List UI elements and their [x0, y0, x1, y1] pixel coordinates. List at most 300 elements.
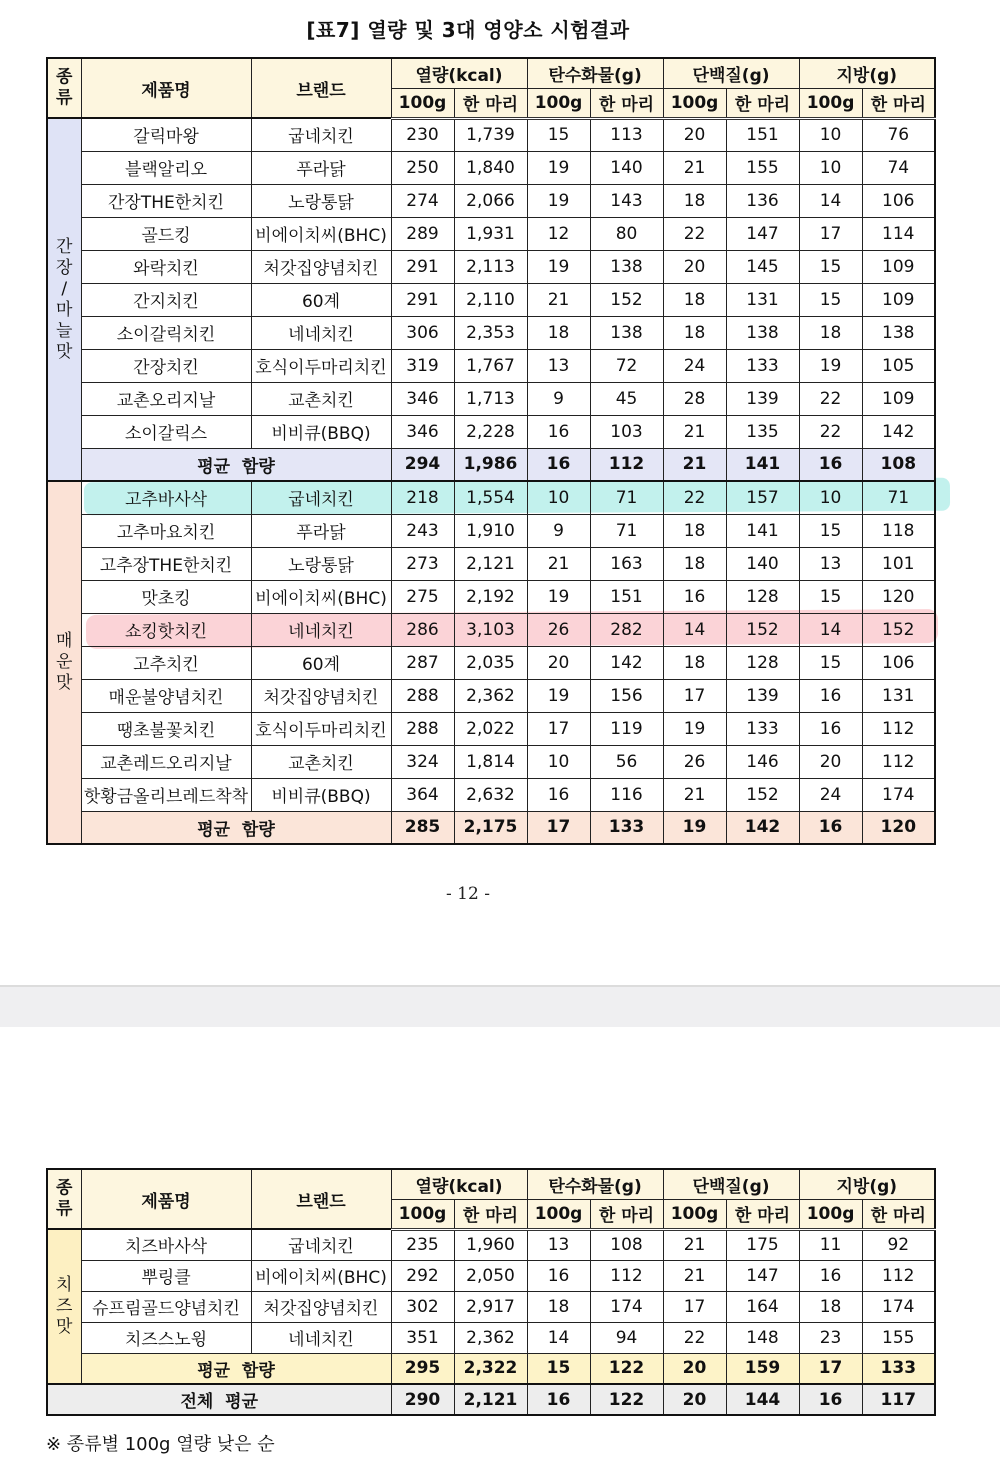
product-name: 소이갈릭치킨	[81, 316, 251, 349]
brand-name: 처갓집양념치킨	[251, 679, 391, 712]
sub-header-100g: 100g	[799, 1199, 862, 1229]
carbs-100g: 21	[527, 547, 590, 580]
average-row	[47, 811, 935, 844]
fat-100g: 14	[799, 184, 862, 217]
carbs-100g: 14	[527, 1322, 590, 1353]
category-label-soy-garlic: 간 장 / 마 늘 맛	[47, 118, 81, 481]
product-name: 골드킹	[81, 217, 251, 250]
average-carbs-whole: 133	[590, 811, 663, 844]
carbs-whole: 143	[590, 184, 663, 217]
header-brand: 브랜드	[251, 58, 391, 118]
header-protein: 단백질(g)	[663, 58, 799, 88]
kcal-100g: 306	[391, 316, 454, 349]
kcal-100g: 324	[391, 745, 454, 778]
product-name: 치즈바사삭	[81, 1229, 251, 1260]
brand-name: 굽네치킨	[251, 1229, 391, 1260]
protein-100g: 16	[663, 580, 726, 613]
fat-whole: 92	[862, 1229, 935, 1260]
category-label-cheese: 치 즈 맛	[47, 1229, 81, 1384]
fat-whole: 109	[862, 382, 935, 415]
protein-100g: 26	[663, 745, 726, 778]
brand-name: 네네치킨	[251, 613, 391, 646]
protein-whole: 128	[726, 646, 799, 679]
kcal-100g: 250	[391, 151, 454, 184]
protein-100g: 18	[663, 184, 726, 217]
average-protein-whole: 141	[726, 448, 799, 481]
table-row	[47, 1291, 935, 1322]
protein-whole: 139	[726, 382, 799, 415]
protein-100g: 21	[663, 1260, 726, 1291]
protein-whole: 141	[726, 514, 799, 547]
average-row	[47, 1353, 935, 1384]
overall-protein-whole: 144	[726, 1384, 799, 1415]
brand-name: 비비큐(BBQ)	[251, 415, 391, 448]
brand-name: 굽네치킨	[251, 481, 391, 514]
average-carbs-whole: 122	[590, 1353, 663, 1384]
brand-name: 교촌치킨	[251, 382, 391, 415]
kcal-100g: 288	[391, 679, 454, 712]
carbs-whole: 152	[590, 283, 663, 316]
header-calories: 열량(kcal)	[391, 58, 527, 88]
fat-whole: 74	[862, 151, 935, 184]
protein-whole: 128	[726, 580, 799, 613]
brand-name: 비에이치씨(BHC)	[251, 1260, 391, 1291]
kcal-100g: 289	[391, 217, 454, 250]
table-row	[47, 382, 935, 415]
brand-name: 노랑통닭	[251, 184, 391, 217]
carbs-whole: 116	[590, 778, 663, 811]
product-name: 고추마요치킨	[81, 514, 251, 547]
footnote: ※ 종류별 100g 열량 낮은 순	[46, 1434, 275, 1455]
kcal-100g: 286	[391, 613, 454, 646]
carbs-whole: 94	[590, 1322, 663, 1353]
header-fat: 지방(g)	[799, 1169, 935, 1199]
average-kcal-whole: 2,175	[454, 811, 527, 844]
protein-100g: 22	[663, 481, 726, 514]
product-name: 블랙알리오	[81, 151, 251, 184]
protein-100g: 17	[663, 1291, 726, 1322]
product-name: 교촌오리지날	[81, 382, 251, 415]
carbs-100g: 19	[527, 250, 590, 283]
sub-header-whole: 한 마리	[590, 1199, 663, 1229]
average-kcal-whole: 1,986	[454, 448, 527, 481]
fat-whole: 106	[862, 184, 935, 217]
overall-kcal-100g: 290	[391, 1384, 454, 1415]
fat-100g: 15	[799, 514, 862, 547]
protein-100g: 20	[663, 250, 726, 283]
fat-whole: 152	[862, 613, 935, 646]
carbs-100g: 12	[527, 217, 590, 250]
average-carbs-100g: 15	[527, 1353, 590, 1384]
protein-100g: 18	[663, 547, 726, 580]
kcal-100g: 287	[391, 646, 454, 679]
protein-100g: 21	[663, 778, 726, 811]
fat-100g: 19	[799, 349, 862, 382]
product-name: 갈릭마왕	[81, 118, 251, 151]
product-name: 치즈스노윙	[81, 1322, 251, 1353]
overall-carbs-100g: 16	[527, 1384, 590, 1415]
average-label: 평균 함량	[81, 1353, 391, 1384]
nutrition-table-page-13	[46, 1168, 936, 1416]
protein-whole: 131	[726, 283, 799, 316]
protein-100g: 19	[663, 712, 726, 745]
page-number: - 12 -	[446, 884, 490, 904]
carbs-whole: 113	[590, 118, 663, 151]
header-carbs: 탄수화물(g)	[527, 58, 663, 88]
fat-whole: 138	[862, 316, 935, 349]
carbs-whole: 163	[590, 547, 663, 580]
table-row	[47, 646, 935, 679]
header-carbs: 탄수화물(g)	[527, 1169, 663, 1199]
carbs-100g: 19	[527, 580, 590, 613]
fat-whole: 114	[862, 217, 935, 250]
protein-100g: 18	[663, 283, 726, 316]
protein-whole: 145	[726, 250, 799, 283]
brand-name: 호식이두마리치킨	[251, 712, 391, 745]
carbs-whole: 103	[590, 415, 663, 448]
sub-header-whole: 한 마리	[726, 1199, 799, 1229]
sub-header-whole: 한 마리	[726, 88, 799, 118]
average-kcal-100g: 294	[391, 448, 454, 481]
average-fat-100g: 17	[799, 1353, 862, 1384]
kcal-whole: 2,121	[454, 547, 527, 580]
product-name: 간지치킨	[81, 283, 251, 316]
product-name: 소이갈릭스	[81, 415, 251, 448]
fat-whole: 76	[862, 118, 935, 151]
protein-100g: 21	[663, 151, 726, 184]
overall-average-row	[47, 1384, 935, 1415]
nutrition-table-page-12	[46, 57, 936, 845]
fat-whole: 112	[862, 712, 935, 745]
overall-average-label: 전체 평균	[47, 1384, 391, 1415]
carbs-100g: 16	[527, 1260, 590, 1291]
average-protein-100g: 20	[663, 1353, 726, 1384]
fat-100g: 15	[799, 580, 862, 613]
protein-whole: 146	[726, 745, 799, 778]
kcal-whole: 2,192	[454, 580, 527, 613]
protein-100g: 22	[663, 1322, 726, 1353]
fat-100g: 15	[799, 646, 862, 679]
sub-header-whole: 한 마리	[590, 88, 663, 118]
carbs-whole: 138	[590, 316, 663, 349]
kcal-whole: 2,050	[454, 1260, 527, 1291]
protein-whole: 135	[726, 415, 799, 448]
kcal-100g: 292	[391, 1260, 454, 1291]
kcal-100g: 274	[391, 184, 454, 217]
fat-100g: 14	[799, 613, 862, 646]
product-name: 고추장THE한치킨	[81, 547, 251, 580]
carbs-100g: 16	[527, 778, 590, 811]
carbs-100g: 18	[527, 316, 590, 349]
table-row	[47, 679, 935, 712]
overall-fat-whole: 117	[862, 1384, 935, 1415]
overall-carbs-whole: 122	[590, 1384, 663, 1415]
brand-name: 비에이치씨(BHC)	[251, 217, 391, 250]
kcal-whole: 1,767	[454, 349, 527, 382]
protein-whole: 140	[726, 547, 799, 580]
table-title: [표7] 열량 및 3대 영양소 시험결과	[306, 18, 630, 42]
product-name: 땡초불꽃치킨	[81, 712, 251, 745]
fat-whole: 105	[862, 349, 935, 382]
protein-whole: 133	[726, 349, 799, 382]
kcal-100g: 273	[391, 547, 454, 580]
brand-name: 호식이두마리치킨	[251, 349, 391, 382]
protein-100g: 28	[663, 382, 726, 415]
carbs-100g: 13	[527, 349, 590, 382]
fat-whole: 142	[862, 415, 935, 448]
product-name: 교촌레드오리지날	[81, 745, 251, 778]
kcal-100g: 288	[391, 712, 454, 745]
brand-name: 비비큐(BBQ)	[251, 778, 391, 811]
kcal-whole: 2,917	[454, 1291, 527, 1322]
product-name: 고추치킨	[81, 646, 251, 679]
fat-100g: 16	[799, 712, 862, 745]
kcal-whole: 3,103	[454, 613, 527, 646]
kcal-100g: 230	[391, 118, 454, 151]
average-fat-whole: 133	[862, 1353, 935, 1384]
kcal-whole: 2,228	[454, 415, 527, 448]
header-product: 제품명	[81, 58, 251, 118]
fat-100g: 13	[799, 547, 862, 580]
product-name: 뿌링클	[81, 1260, 251, 1291]
table-row	[47, 349, 935, 382]
average-kcal-100g: 295	[391, 1353, 454, 1384]
kcal-whole: 2,362	[454, 1322, 527, 1353]
average-protein-100g: 21	[663, 448, 726, 481]
kcal-100g: 319	[391, 349, 454, 382]
protein-whole: 155	[726, 151, 799, 184]
carbs-100g: 13	[527, 1229, 590, 1260]
fat-whole: 71	[862, 481, 935, 514]
kcal-100g: 346	[391, 415, 454, 448]
average-fat-whole: 120	[862, 811, 935, 844]
table-row	[47, 712, 935, 745]
table-row	[47, 184, 935, 217]
fat-100g: 10	[799, 118, 862, 151]
carbs-100g: 19	[527, 679, 590, 712]
fat-whole: 118	[862, 514, 935, 547]
fat-whole: 120	[862, 580, 935, 613]
brand-name: 60계	[251, 283, 391, 316]
fat-100g: 17	[799, 217, 862, 250]
kcal-whole: 1,931	[454, 217, 527, 250]
fat-100g: 22	[799, 415, 862, 448]
table-row	[47, 613, 935, 646]
average-protein-whole: 159	[726, 1353, 799, 1384]
carbs-whole: 282	[590, 613, 663, 646]
fat-whole: 106	[862, 646, 935, 679]
average-kcal-whole: 2,322	[454, 1353, 527, 1384]
protein-100g: 17	[663, 679, 726, 712]
header-category: 종 류	[47, 58, 81, 118]
protein-whole: 133	[726, 712, 799, 745]
carbs-100g: 21	[527, 283, 590, 316]
average-carbs-whole: 112	[590, 448, 663, 481]
kcal-100g: 302	[391, 1291, 454, 1322]
brand-name: 60계	[251, 646, 391, 679]
kcal-100g: 291	[391, 250, 454, 283]
brand-name: 푸라닭	[251, 151, 391, 184]
table-row	[47, 250, 935, 283]
kcal-whole: 1,713	[454, 382, 527, 415]
sub-header-100g: 100g	[799, 88, 862, 118]
average-fat-100g: 16	[799, 811, 862, 844]
carbs-whole: 140	[590, 151, 663, 184]
product-name: 맛초킹	[81, 580, 251, 613]
kcal-whole: 1,910	[454, 514, 527, 547]
carbs-whole: 112	[590, 1260, 663, 1291]
protein-whole: 175	[726, 1229, 799, 1260]
carbs-whole: 151	[590, 580, 663, 613]
fat-100g: 10	[799, 151, 862, 184]
table-row	[47, 415, 935, 448]
brand-name: 교촌치킨	[251, 745, 391, 778]
protein-100g: 21	[663, 415, 726, 448]
table-row	[47, 283, 935, 316]
kcal-whole: 2,066	[454, 184, 527, 217]
brand-name: 푸라닭	[251, 514, 391, 547]
protein-whole: 136	[726, 184, 799, 217]
table-row	[47, 316, 935, 349]
average-fat-whole: 108	[862, 448, 935, 481]
overall-protein-100g: 20	[663, 1384, 726, 1415]
kcal-100g: 346	[391, 382, 454, 415]
sub-header-100g: 100g	[391, 88, 454, 118]
average-kcal-100g: 285	[391, 811, 454, 844]
kcal-whole: 2,110	[454, 283, 527, 316]
kcal-whole: 2,035	[454, 646, 527, 679]
product-name: 간장치킨	[81, 349, 251, 382]
table-row	[47, 151, 935, 184]
kcal-whole: 2,353	[454, 316, 527, 349]
carbs-whole: 156	[590, 679, 663, 712]
fat-whole: 131	[862, 679, 935, 712]
table-row	[47, 778, 935, 811]
carbs-whole: 80	[590, 217, 663, 250]
protein-whole: 148	[726, 1322, 799, 1353]
carbs-whole: 142	[590, 646, 663, 679]
table-row	[47, 580, 935, 613]
fat-100g: 10	[799, 481, 862, 514]
table-row	[47, 547, 935, 580]
product-name: 핫황금올리브레드착착	[81, 778, 251, 811]
fat-100g: 16	[799, 1260, 862, 1291]
average-fat-100g: 16	[799, 448, 862, 481]
protein-100g: 18	[663, 646, 726, 679]
average-row	[47, 448, 935, 481]
average-label: 평균 함량	[81, 811, 391, 844]
header-protein: 단백질(g)	[663, 1169, 799, 1199]
category-label-spicy: 매 운 맛	[47, 481, 81, 844]
fat-whole: 109	[862, 250, 935, 283]
carbs-whole: 45	[590, 382, 663, 415]
brand-name: 처갓집양념치킨	[251, 1291, 391, 1322]
carbs-100g: 15	[527, 118, 590, 151]
brand-name: 비에이치씨(BHC)	[251, 580, 391, 613]
table-row	[47, 745, 935, 778]
fat-100g: 11	[799, 1229, 862, 1260]
protein-whole: 157	[726, 481, 799, 514]
average-protein-whole: 142	[726, 811, 799, 844]
kcal-100g: 243	[391, 514, 454, 547]
carbs-100g: 9	[527, 382, 590, 415]
kcal-100g: 351	[391, 1322, 454, 1353]
sub-header-whole: 한 마리	[454, 1199, 527, 1229]
fat-100g: 18	[799, 1291, 862, 1322]
kcal-whole: 1,814	[454, 745, 527, 778]
protein-whole: 147	[726, 217, 799, 250]
kcal-whole: 1,960	[454, 1229, 527, 1260]
protein-100g: 18	[663, 514, 726, 547]
average-carbs-100g: 16	[527, 448, 590, 481]
protein-whole: 152	[726, 613, 799, 646]
carbs-100g: 26	[527, 613, 590, 646]
protein-whole: 139	[726, 679, 799, 712]
sub-header-100g: 100g	[663, 1199, 726, 1229]
carbs-100g: 20	[527, 646, 590, 679]
sub-header-whole: 한 마리	[862, 88, 935, 118]
brand-name: 노랑통닭	[251, 547, 391, 580]
carbs-whole: 119	[590, 712, 663, 745]
product-name: 와락치킨	[81, 250, 251, 283]
table-row	[47, 481, 935, 514]
kcal-100g: 291	[391, 283, 454, 316]
brand-name: 처갓집양념치킨	[251, 250, 391, 283]
kcal-whole: 1,554	[454, 481, 527, 514]
product-name: 쇼킹핫치킨	[81, 613, 251, 646]
kcal-whole: 2,022	[454, 712, 527, 745]
protein-100g: 14	[663, 613, 726, 646]
product-name: 슈프림골드양념치킨	[81, 1291, 251, 1322]
carbs-whole: 108	[590, 1229, 663, 1260]
sub-header-whole: 한 마리	[862, 1199, 935, 1229]
brand-name: 네네치킨	[251, 316, 391, 349]
brand-name: 네네치킨	[251, 1322, 391, 1353]
protein-whole: 138	[726, 316, 799, 349]
header-category: 종 류	[47, 1169, 81, 1229]
fat-whole: 112	[862, 1260, 935, 1291]
header-calories: 열량(kcal)	[391, 1169, 527, 1199]
fat-100g: 15	[799, 283, 862, 316]
carbs-100g: 10	[527, 481, 590, 514]
fat-100g: 24	[799, 778, 862, 811]
brand-name: 굽네치킨	[251, 118, 391, 151]
table-row	[47, 217, 935, 250]
fat-whole: 112	[862, 745, 935, 778]
sub-header-100g: 100g	[391, 1199, 454, 1229]
table-row	[47, 1260, 935, 1291]
product-name: 매운불양념치킨	[81, 679, 251, 712]
overall-kcal-whole: 2,121	[454, 1384, 527, 1415]
overall-fat-100g: 16	[799, 1384, 862, 1415]
kcal-100g: 364	[391, 778, 454, 811]
kcal-whole: 2,113	[454, 250, 527, 283]
carbs-100g: 19	[527, 184, 590, 217]
fat-100g: 20	[799, 745, 862, 778]
table-row	[47, 118, 935, 151]
protein-100g: 20	[663, 118, 726, 151]
carbs-whole: 56	[590, 745, 663, 778]
table-row	[47, 1322, 935, 1353]
protein-100g: 21	[663, 1229, 726, 1260]
page-separator	[0, 985, 1000, 1027]
kcal-whole: 1,840	[454, 151, 527, 184]
product-name: 고추바사삭	[81, 481, 251, 514]
kcal-whole: 2,632	[454, 778, 527, 811]
sub-header-whole: 한 마리	[454, 88, 527, 118]
sub-header-100g: 100g	[527, 88, 590, 118]
carbs-100g: 17	[527, 712, 590, 745]
